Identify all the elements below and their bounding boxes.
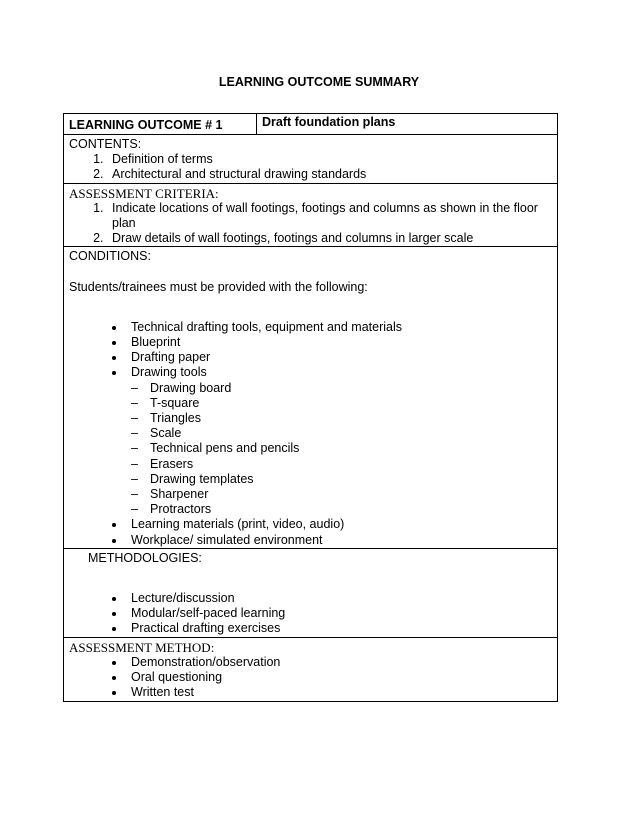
assessment-method-section xyxy=(64,637,558,701)
conditions-intro: Students/trainees must be provided with the following: xyxy=(69,279,368,294)
sub-list-item: – Drawing board xyxy=(131,380,232,395)
sub-list-item: – Technical pens and pencils xyxy=(131,441,300,456)
list-item: • Drafting paper xyxy=(126,350,553,365)
list-item: • Lecture/discussion xyxy=(126,591,553,606)
list-item-drawing-tools xyxy=(126,365,553,517)
learning-outcome-table xyxy=(63,113,558,702)
methodologies-row xyxy=(64,548,558,637)
list-item: 1. Indicate locations of wall footings, footings and columns as shown in the floor plan xyxy=(107,201,553,231)
sub-list-item: – T-square xyxy=(131,395,200,410)
list-item: • Workplace/ simulated environment xyxy=(126,533,553,548)
outcome-label: LEARNING OUTCOME # 1 xyxy=(64,114,257,135)
list-item: • Modular/self-paced learning xyxy=(126,606,553,621)
assessment-criteria-section xyxy=(64,183,558,247)
drawing-tools-list xyxy=(131,381,553,518)
list-item: 2. Draw details of wall footings, footings and columns in larger scale xyxy=(107,231,553,246)
conditions-list xyxy=(69,320,553,548)
list-item-label: Drawing tools xyxy=(131,365,207,380)
assessment-method-row xyxy=(64,637,558,701)
conditions-section xyxy=(64,247,558,548)
sub-list-item: – Protractors xyxy=(131,502,212,517)
sub-list-item: – Scale xyxy=(131,426,182,441)
contents-row xyxy=(64,135,558,184)
sub-list-item: – Sharpener xyxy=(131,487,209,502)
assessment-method-heading: ASSESSMENT METHOD: xyxy=(69,639,215,655)
conditions-row xyxy=(64,247,558,548)
assessment-method-list xyxy=(69,655,553,701)
methodologies-list xyxy=(69,591,553,637)
sub-list-item: – Erasers xyxy=(131,456,194,471)
list-item: • Demonstration/observation xyxy=(126,655,553,670)
conditions-heading: CONDITIONS: xyxy=(69,249,151,264)
methodologies-heading: METHODOLOGIES: xyxy=(88,550,202,565)
contents-list xyxy=(69,152,553,182)
methodologies-section xyxy=(64,548,558,637)
outcome-value: Draft foundation plans xyxy=(257,114,558,135)
list-item: • Technical drafting tools, equipment and materials xyxy=(126,320,553,335)
assessment-criteria-row xyxy=(64,183,558,247)
list-item: 1. Definition of terms xyxy=(107,152,553,167)
list-item: • Oral questioning xyxy=(126,670,553,685)
list-item: • Practical drafting exercises xyxy=(126,621,553,636)
list-item: 2. Architectural and structural drawing standards xyxy=(107,167,553,182)
assessment-criteria-list xyxy=(69,201,553,247)
list-item: • Blueprint xyxy=(126,335,553,350)
sub-list-item: – Triangles xyxy=(131,411,201,426)
sub-list-item: – Drawing templates xyxy=(131,471,254,486)
contents-section xyxy=(64,135,558,184)
assessment-criteria-heading: ASSESSMENT CRITERIA: xyxy=(69,185,219,201)
contents-heading: CONTENTS: xyxy=(69,137,142,151)
outcome-header-row xyxy=(64,114,558,135)
document-title: LEARNING OUTCOME SUMMARY xyxy=(218,75,420,89)
list-item: • Written test xyxy=(126,685,553,700)
list-item: • Learning materials (print, video, audio) xyxy=(126,517,553,532)
